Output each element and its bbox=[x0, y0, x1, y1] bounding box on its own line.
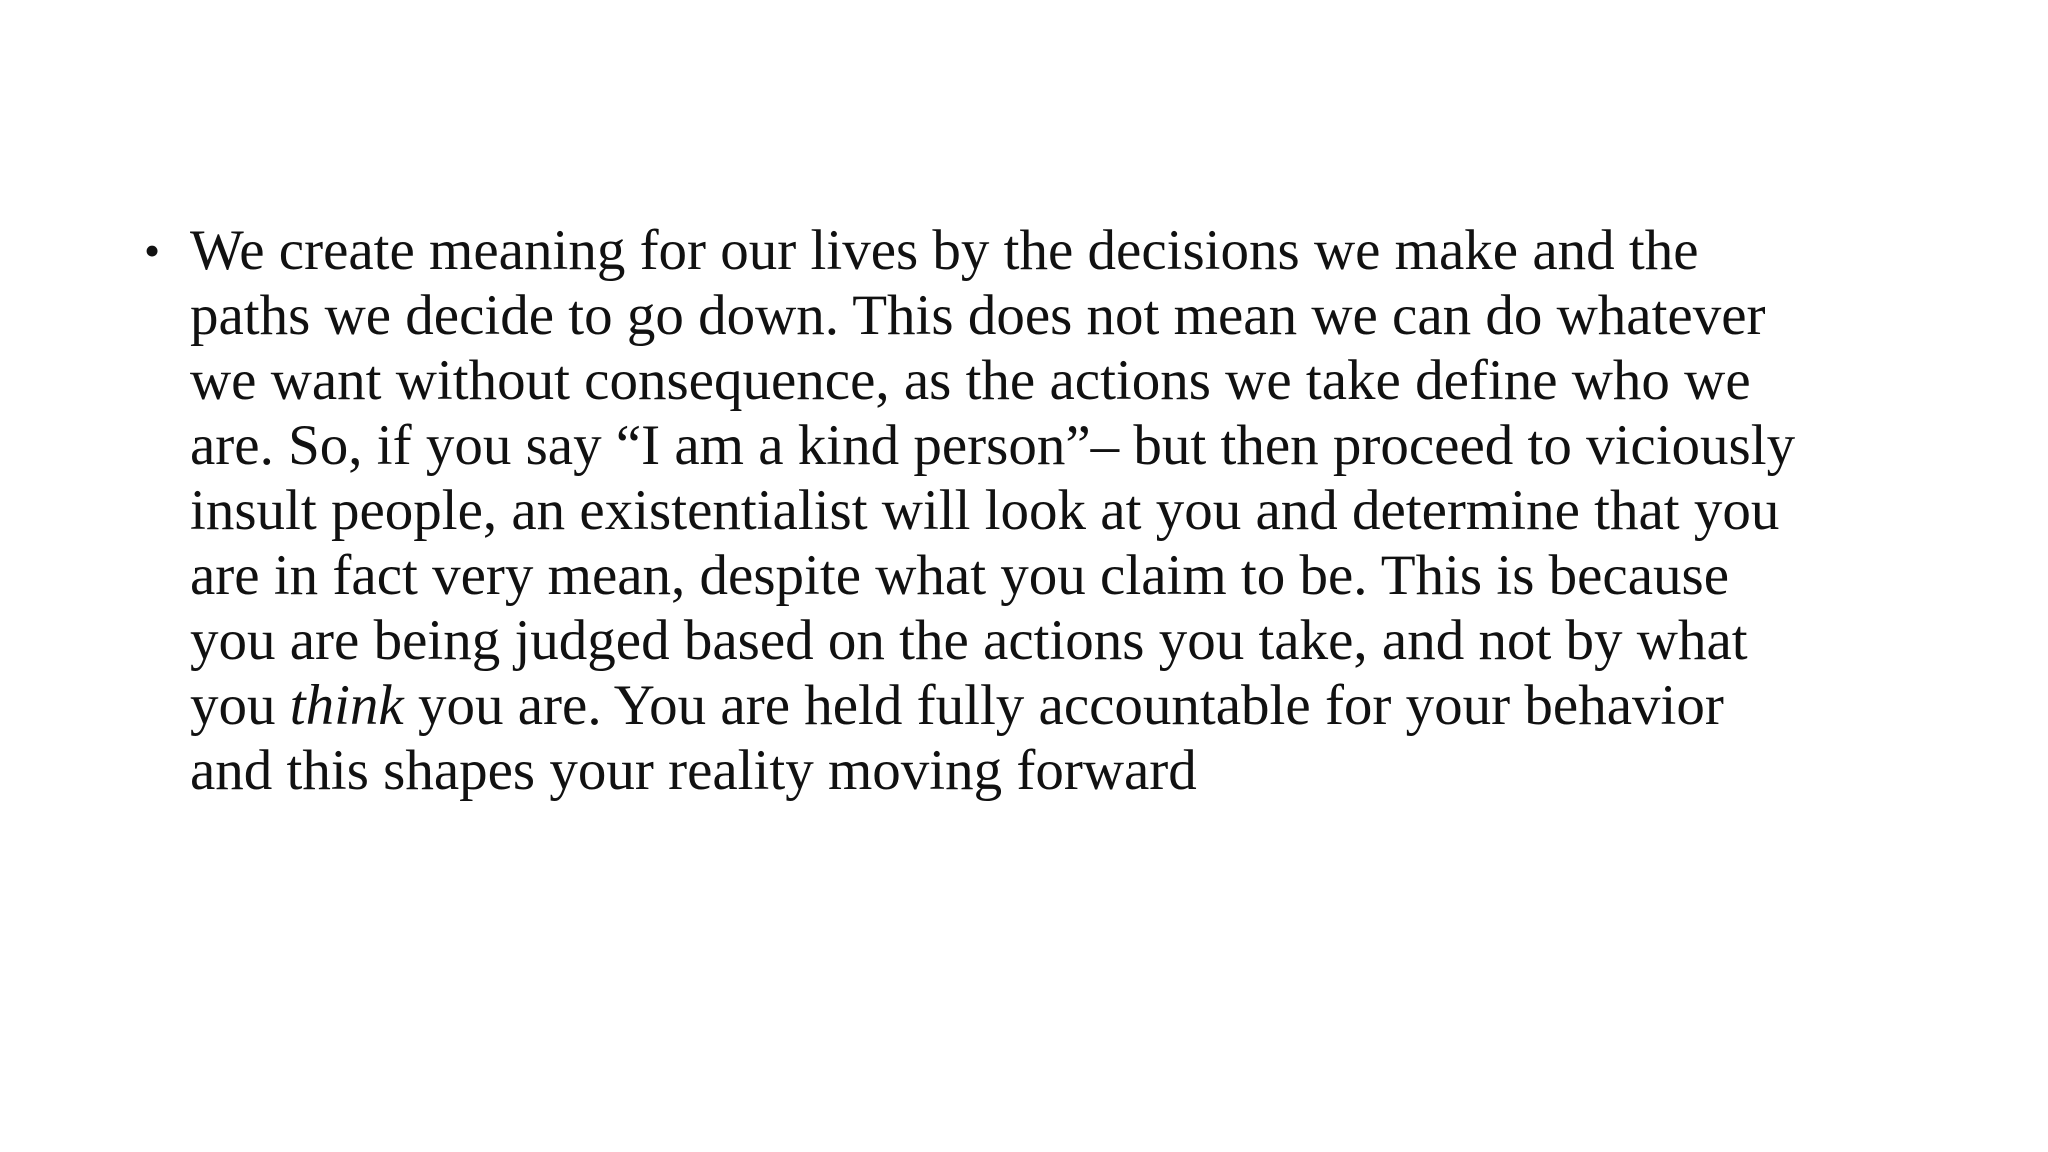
paragraph-line-9: and this shapes your reality moving forward bbox=[190, 739, 1197, 802]
bullet-paragraph bbox=[190, 218, 1795, 803]
paragraph-line-7: you are being judged based on the actions you take, and not by what bbox=[190, 609, 1748, 672]
bullet-item bbox=[144, 218, 1924, 803]
paragraph-line-1: We create meaning for our lives by the decisions we make and the bbox=[190, 219, 1699, 282]
paragraph-line-4: are. So, if you say “I am a kind person”– but then proceed to viciously bbox=[190, 414, 1796, 477]
paragraph-line-3: we want without consequence, as the actions we take define who we bbox=[190, 349, 1751, 412]
bullet-marker: • bbox=[144, 225, 161, 276]
line-8-suffix: you are. You are held fully accountable for your behavior bbox=[403, 674, 1724, 737]
paragraph-line-5: insult people, an existentialist will look at you and determine that you bbox=[190, 479, 1780, 542]
emphasized-word: think bbox=[289, 674, 404, 737]
paragraph-line-2: paths we decide to go down. This does not mean we can do whatever bbox=[190, 284, 1766, 347]
paragraph-line-6: are in fact very mean, despite what you claim to be. This is because bbox=[190, 544, 1729, 607]
line-8-prefix: you bbox=[190, 674, 290, 737]
paragraph-line-8 bbox=[190, 673, 1795, 738]
